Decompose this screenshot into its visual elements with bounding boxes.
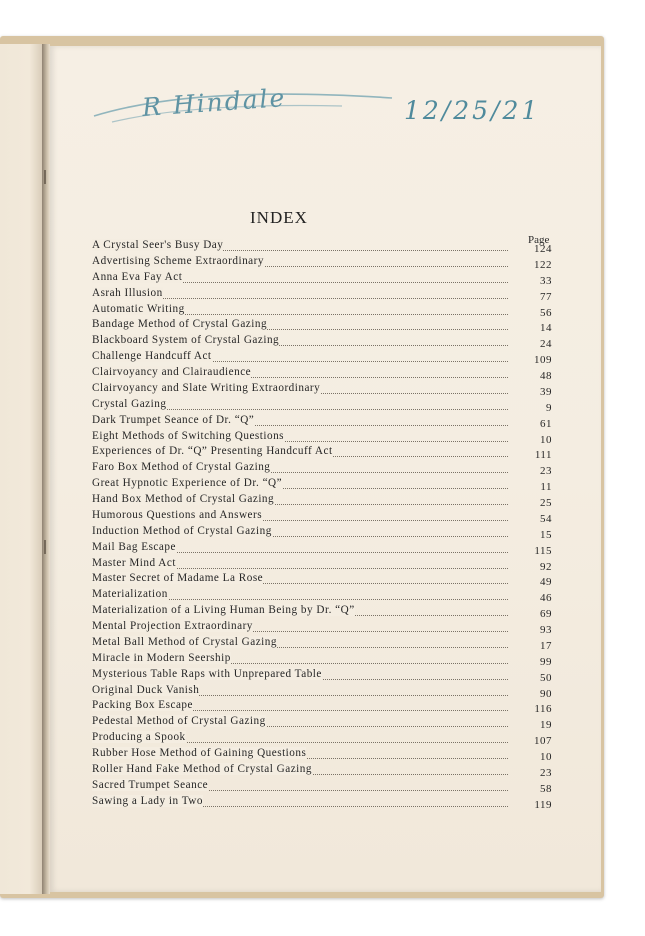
index-entry xyxy=(92,525,552,541)
index-entry-title: Sacred Trumpet Seance xyxy=(92,778,209,791)
index-entry xyxy=(92,731,552,747)
index-entry-page: 69 xyxy=(540,608,552,621)
index-entry xyxy=(92,287,552,303)
index-entry xyxy=(92,541,552,557)
index-entry-title: Challenge Handcuff Act xyxy=(92,350,212,363)
index-entry-title: Automatic Writing xyxy=(92,302,185,315)
index-entry xyxy=(92,382,552,398)
index-entry xyxy=(92,763,552,779)
index-entry-title: Faro Box Method of Crystal Gazing xyxy=(92,461,271,474)
index-entry-page: 17 xyxy=(540,639,552,652)
index-entry-title: Hand Box Method of Crystal Gazing xyxy=(92,493,275,505)
index-entry-title: Clairvoyancy and Slate Writing Extraordinary xyxy=(92,381,321,394)
index-entry-title: Eight Methods of Switching Questions xyxy=(92,429,285,442)
index-entry-page: 9 xyxy=(546,401,552,414)
index-entry xyxy=(92,398,552,414)
index-entry-page: 111 xyxy=(534,449,552,462)
index-entry-page: 116 xyxy=(534,703,552,716)
index-entry-title: Clairvoyancy and Clairaudience xyxy=(92,366,252,378)
index-entry-page: 93 xyxy=(540,624,552,636)
index-entry-title: Master Secret of Madame La Rose xyxy=(92,572,264,585)
index-entry xyxy=(92,303,552,319)
index-entry-title: Rubber Hose Method of Gaining Questions xyxy=(92,747,307,759)
index-entry-title: Anna Eva Fay Act xyxy=(92,270,183,283)
index-entry-page: 25 xyxy=(540,497,552,509)
binding-stitch xyxy=(44,540,46,554)
index-entry-title: Pedestal Method of Crystal Gazing xyxy=(92,715,266,728)
index-entry-title: Asrah Illusion xyxy=(92,286,163,299)
index-entry xyxy=(92,477,552,493)
index-entry xyxy=(92,334,552,350)
index-entry xyxy=(92,588,552,604)
index-entry-list xyxy=(92,239,552,811)
index-entry-page: 15 xyxy=(540,528,552,541)
index-entry-page: 14 xyxy=(540,322,552,335)
index-entry-page: 10 xyxy=(540,751,552,763)
index-entry-page: 23 xyxy=(540,766,552,779)
index-entry xyxy=(92,271,552,287)
index-entry-page: 99 xyxy=(540,655,552,668)
index-entry xyxy=(92,715,552,731)
index-entry xyxy=(92,572,552,588)
index-entry-title: Sawing a Lady in Two xyxy=(92,794,203,807)
index-heading: INDEX xyxy=(250,208,308,227)
index-entry-page: 122 xyxy=(534,258,552,271)
handwritten-inscription xyxy=(92,58,562,138)
index-entry-title: Roller Hand Fake Method of Crystal Gazing xyxy=(92,762,312,775)
index-entry xyxy=(92,414,552,430)
index-entry xyxy=(92,239,552,255)
index-entry-title: A Crystal Seer's Busy Day xyxy=(92,239,224,251)
index-entry-page: 50 xyxy=(540,671,552,684)
index-entry xyxy=(92,430,552,446)
index-entry-title: Materialization xyxy=(92,588,168,601)
index-entry-page: 56 xyxy=(540,306,552,319)
index-entry-page: 124 xyxy=(534,243,552,255)
index-entry-title: Master Mind Act xyxy=(92,556,176,569)
index-entry xyxy=(92,318,552,334)
index-entry xyxy=(92,699,552,715)
signature-date: 12/25/21 xyxy=(404,96,541,125)
index-entry-title: Materialization of a Living Human Being by Dr. “Q” xyxy=(92,604,355,617)
index-entry xyxy=(92,509,552,525)
index-entry-page: 39 xyxy=(540,385,552,398)
index-entry xyxy=(92,445,552,461)
binding-stitch xyxy=(44,170,46,184)
page-column-label: Page xyxy=(528,234,550,246)
index-entry-page: 92 xyxy=(540,560,552,573)
index-entry-title: Blackboard System of Crystal Gazing xyxy=(92,334,280,347)
index-entry-page: 61 xyxy=(540,417,552,430)
index-entry-title: Dark Trumpet Seance of Dr. “Q” xyxy=(92,413,255,426)
index-entry xyxy=(92,747,552,763)
index-entry-page: 109 xyxy=(534,354,552,367)
index-entry xyxy=(92,636,552,652)
index-entry-page: 46 xyxy=(540,592,552,605)
index-entry-title: Induction Method of Crystal Gazing xyxy=(92,524,272,537)
index-entry xyxy=(92,557,552,573)
index-entry-title: Mental Projection Extraordinary xyxy=(92,620,253,632)
index-entry-page: 90 xyxy=(540,687,552,700)
index-entry-title: Advertising Scheme Extraordinary xyxy=(92,254,264,267)
index-entry-page: 107 xyxy=(534,735,552,748)
index-entry-page: 54 xyxy=(540,512,552,525)
index-entry-page: 115 xyxy=(534,544,552,557)
index-entry-page: 119 xyxy=(534,798,552,811)
index-entry xyxy=(92,795,552,811)
index-entry-page: 49 xyxy=(540,576,552,589)
index-entry-title: Metal Ball Method of Crystal Gazing xyxy=(92,635,277,648)
index-entry-title: Mail Bag Escape xyxy=(92,540,176,553)
index-entry-title: Original Duck Vanish xyxy=(92,683,200,696)
index-entry-page: 10 xyxy=(540,433,552,446)
index-entry xyxy=(92,255,552,271)
index-entry-page: 11 xyxy=(540,481,552,494)
index-entry-page: 23 xyxy=(540,465,552,478)
index-entry xyxy=(92,493,552,509)
index-entry xyxy=(92,461,552,477)
index-entry xyxy=(92,779,552,795)
index-entry-title: Crystal Gazing xyxy=(92,397,167,410)
index-entry-page: 24 xyxy=(540,338,552,351)
index-entry xyxy=(92,668,552,684)
index-entry xyxy=(92,366,552,382)
index-entry-page: 33 xyxy=(540,274,552,287)
index-entry-title: Experiences of Dr. “Q” Presenting Handcuff Act xyxy=(92,445,333,458)
index-entry-title: Packing Box Escape xyxy=(92,699,193,712)
index-entry-page: 19 xyxy=(540,719,552,732)
index-entry xyxy=(92,350,552,366)
index-entry xyxy=(92,652,552,668)
index-entry-title: Mysterious Table Raps with Unprepared Table xyxy=(92,667,322,680)
signature-name: R Hindale xyxy=(141,82,288,123)
index-entry xyxy=(92,684,552,700)
index-entry-page: 48 xyxy=(540,370,552,382)
index-entry-page: 77 xyxy=(540,290,552,303)
index-entry-page: 58 xyxy=(540,782,552,795)
left-page-edge xyxy=(0,44,43,894)
index-entry-title: Bandage Method of Crystal Gazing xyxy=(92,318,268,331)
index-entry xyxy=(92,604,552,620)
index-entry-title: Humorous Questions and Answers xyxy=(92,508,263,521)
index-entry-title: Producing a Spook xyxy=(92,731,186,744)
index-entry xyxy=(92,620,552,636)
index-entry-title: Great Hypnotic Experience of Dr. “Q” xyxy=(92,477,283,490)
index-entry-title: Miracle in Modern Seership xyxy=(92,651,231,664)
